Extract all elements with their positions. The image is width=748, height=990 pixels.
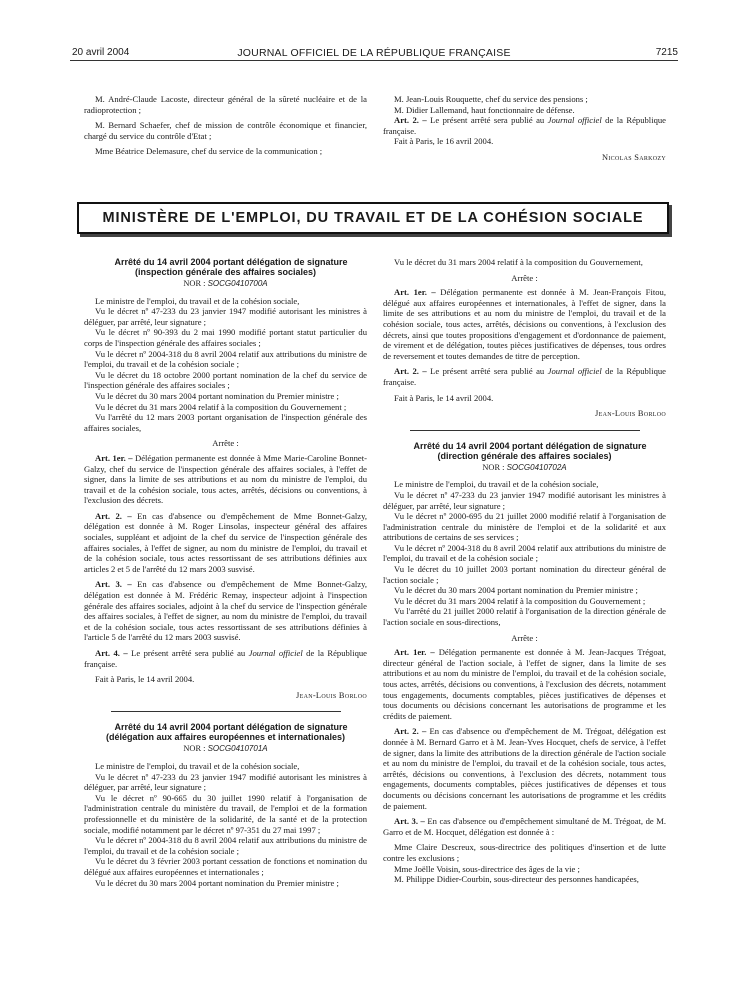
article-label: Art. 2. – <box>394 726 427 737</box>
issue-date: 20 avril 2004 <box>72 47 130 58</box>
article-2: Art. 2. – En cas d'absence ou d'empêchement de M. Trégoat, délégation est donnée à M. Bernard Garro et à M. Jean-Yves Hocquet, chefs de service, à l'effet de signer, dans la limite des attributions de la direction générale de l'action sociale et au nom du ministre de l'emploi, du travail et de la cohésion sociale, tous actes, arrêtés, décisions ou conventions, à l'exclusion des décrets, notamment tous engagements, documents comptables, pièces justificatives de dépenses et tous documents ou décisions concernant les autorisations de programme et les crédits de paiement. <box>383 726 666 811</box>
visa: Le ministre de l'emploi, du travail et de la cohésion sociale, <box>95 760 300 771</box>
article-label: Art. 3. – <box>95 579 132 590</box>
continuation-right <box>383 94 666 164</box>
article-label: Art. 1er. – <box>394 647 435 658</box>
appointee-line: M. André-Claude Lacoste, directeur général de la sûreté nucléaire et de la radioprotection ; <box>84 94 367 115</box>
arrete-igas <box>84 257 367 701</box>
visa: Vu le décret nº 47-233 du 23 janvier 1947 modifié autorisant les ministres à déléguer, par arrêté, leur signature ; <box>383 489 666 511</box>
signature: Jean-Louis Borloo <box>296 690 367 700</box>
article-2: Art. 2. – Le présent arrêté sera publié au Journal officiel de la République française. <box>383 115 666 136</box>
journal-title: JOURNAL OFFICIEL DE LA RÉPUBLIQUE FRANÇAISE <box>237 47 511 59</box>
arrete-daei <box>84 722 367 888</box>
arrete-title: Arrêté du 14 avril 2004 portant délégation de signature (inspection générale des affaires sociales) <box>114 257 348 277</box>
nor-code: SOCG0410702A <box>506 462 567 472</box>
article-label: Art. 2. – <box>394 115 427 126</box>
nor-reference: NOR : SOCG0410700A <box>183 279 268 288</box>
visa: Vu le décret nº 2004-318 du 8 avril 2004 relatif aux attributions du ministre de l'emploi, du travail et de la cohésion sociale ; <box>84 835 367 856</box>
done-at: Fait à Paris, le 14 avril 2004. <box>95 674 195 685</box>
arrete-dgas <box>383 441 666 885</box>
visa: Vu le décret nº 90-393 du 2 mai 1990 modifié portant statut particulier du corps de l'inspection générale des affaires sociales ; <box>84 327 367 348</box>
left-column <box>84 257 367 888</box>
done-at: Fait à Paris, le 14 avril 2004. <box>394 392 494 403</box>
nor-reference: NOR : SOCG0410702A <box>482 462 567 472</box>
journal-officiel-ref: Journal officiel <box>248 648 303 658</box>
visa: Vu le décret du 31 mars 2004 relatif à la composition du Gouvernement ; <box>394 595 646 606</box>
article-3: Art. 3. – En cas d'absence ou d'empêchement de Mme Bonnet-Galzy, délégation est donnée à M. Frédéric Remay, inspecteur adjoint à l'inspection générale des affaires sociales, adjoint à la chef du service de l'inspection générale des affaires sociales, à l'effet de signer, au nom du ministre de l'emploi, du travail et de la cohésion sociale, tous actes ressortissant de ses attributions définies à l'article 5 de l'arrêté du 12 mars 2003 susvisé. <box>84 579 367 643</box>
visa: Vu le décret du 30 mars 2004 portant nomination du Premier ministre ; <box>95 390 339 401</box>
continuation-left <box>84 94 367 157</box>
article-label: Art. 2. – <box>95 510 132 521</box>
visa: Vu le décret du 30 mars 2004 portant nomination du Premier ministre ; <box>394 585 638 596</box>
appointee-line: M. Bernard Schaefer, chef de mission de contrôle économique et financier, chargé du service du contrôle d'Etat ; <box>84 120 367 141</box>
visa: Le ministre de l'emploi, du travail et de la cohésion sociale, <box>95 295 300 306</box>
arrete-word: Arrête : <box>212 438 239 449</box>
visa: Le ministre de l'emploi, du travail et de la cohésion sociale, <box>394 479 599 490</box>
page-number: 7215 <box>655 47 678 58</box>
signature: Nicolas Sarkozy <box>602 152 666 162</box>
visa: Vu le décret nº 2000-695 du 21 juillet 2000 modifié relatif à l'organisation de l'administration centrale du ministère de l'emploi et de la solidarité et aux attributions de certains de ses services ; <box>383 511 666 543</box>
article-label: Art. 4. – <box>95 648 128 658</box>
visa: Vu le décret du 30 mars 2004 portant nomination du Premier ministre ; <box>95 877 339 888</box>
arrete-title: Arrêté du 14 avril 2004 portant délégation de signature (délégation aux affaires européennes et internationales) <box>105 722 348 743</box>
arrete-word: Arrête : <box>511 272 538 283</box>
visa: Vu l'arrêté du 21 juillet 2000 relatif à l'organisation de la direction générale de l'action sociale en sous-directions, <box>383 606 666 628</box>
article-2: Art. 2. – En cas d'absence ou d'empêchement de Mme Bonnet-Galzy, délégation est donnée à M. Roger Linsolas, inspecteur général des affaires sociales, suppléant et adjoint de la chef du service de l'inspection générale des affaires sociales, à l'effet de signer, au nom du ministre de l'emploi, du travail et de la cohésion sociale, tous actes ressortissant de ses attributions définies aux articles 2 et 5 de l'arrêté du 12 mars 2003 susvisé. <box>84 510 367 574</box>
arrete-daei-continued <box>383 257 666 420</box>
article-4: Art. 4. – Le présent arrêté sera publié au Journal officiel de la République française. <box>84 648 367 669</box>
article-2: Art. 2. – Le présent arrêté sera publié au Journal officiel de la République française. <box>383 366 666 387</box>
nor-reference: NOR : SOCG0410701A <box>183 744 268 754</box>
visa: Vu le décret du 3 février 2003 portant cessation de fonctions et nomination du délégué aux affaires européennes et internationales ; <box>84 856 367 877</box>
header-rule <box>70 60 678 61</box>
done-at: Fait à Paris, le 16 avril 2004. <box>394 136 494 147</box>
nor-code: SOCG0410700A <box>207 279 268 288</box>
article-1: Art. 1er. – Délégation permanente est donnée à M. Jean-Jacques Trégoat, directeur général de l'action sociale, à l'effet de signer, dans la limite de ses attributions et au nom du ministre de l'emploi, du travail et de la cohésion sociale, tous actes, arrêtés, décisions ou conventions, à l'exclusion des décrets, notamment tous engagements, documents comptables, pièces justificatives de dépenses et tous documents ou décisions concernant les autorisations de programme et les crédits de paiement. <box>383 647 666 721</box>
visa: Vu le décret nº 47-233 du 23 janvier 1947 modifié autorisant les ministres à déléguer, par arrêté, leur signature ; <box>84 306 367 327</box>
visa: Vu le décret nº 47-233 du 23 janvier 1947 modifié autorisant les ministres à déléguer, par arrêté, leur signature ; <box>84 771 367 793</box>
appointee-line: M. Didier Lallemand, haut fonctionnaire de défense. <box>394 104 575 115</box>
section-rule <box>410 430 640 431</box>
article-1: Art. 1er. – Délégation permanente est donnée à M. Jean-François Fitou, délégué aux affaires européennes et internationales, à l'effet de signer, dans la limite de ses attributions et au nom du ministre de l'emploi, du travail et de la cohésion sociale, tous actes, arrêtés, décisions ou conventions, à l'exclusion des décrets, ainsi que toutes propositions d'engagement et d'ordonnance de paiement, de virement et de délégation, toutes pièces justificatives de dépenses, tous ordres de reversement et toutes demandes de titre de perception. <box>383 287 666 361</box>
article-1: Art. 1er. – Délégation permanente est donnée à Mme Marie-Caroline Bonnet-Galzy, chef du service de l'inspection générale des affaires sociales, à l'effet de signer, dans la limite de ses attributions et au nom du ministre de l'emploi, du travail et de la cohésion sociale, tous actes, arrêtés, décisions ou conventions, à l'exclusion des décrets. <box>84 452 367 506</box>
appointee-line: M. Jean-Louis Rouquette, chef du service des pensions ; <box>394 94 588 104</box>
arrete-word: Arrête : <box>511 632 538 643</box>
delegate-line: M. Philippe Didier-Courbin, sous-directeur des personnes handicapées, <box>394 874 639 885</box>
article-3: Art. 3. – En cas d'absence ou d'empêchement simultané de M. Trégoat, de M. Garro et de M. Hocquet, délégation est donnée à : <box>383 816 666 837</box>
visa: Vu l'arrêté du 12 mars 2003 portant organisation de l'inspection générale des affaires sociales, <box>84 412 367 433</box>
arrete-title: Arrêté du 14 avril 2004 portant délégation de signature (direction générale des affaires sociales) <box>413 440 647 461</box>
article-label: Art. 1er. – <box>394 287 436 298</box>
delegate-line: Mme Joëlle Voisin, sous-directrice des âges de la vie ; <box>394 863 580 874</box>
article-label: Art. 1er. – <box>95 452 133 463</box>
right-column <box>383 257 666 885</box>
section-rule <box>111 711 341 712</box>
delegate-line: Mme Claire Descreux, sous-directrice des politiques d'insertion et de lutte contre les exclusions ; <box>383 842 666 863</box>
visa: Vu le décret du 31 mars 2004 relatif à la composition du Gouvernement ; <box>95 401 347 412</box>
visa: Vu le décret nº 2004-318 du 8 avril 2004 relatif aux attributions du ministre de l'emploi, du travail et de la cohésion sociale ; <box>383 542 666 564</box>
visa: Vu le décret nº 90-665 du 30 juillet 1990 relatif à l'organisation de l'administration centrale du ministère du travail, de l'emploi et de la formation professionnelle et du ministère de la solidarité, de la santé et de la protection sociale, modifié notamment par le décret nº 97-351 du 27 mai 1997 ; <box>84 792 367 835</box>
article-label: Art. 2. – <box>394 366 427 377</box>
ministry-banner: MINISTÈRE DE L'EMPLOI, DU TRAVAIL ET DE LA COHÉSION SOCIALE <box>77 202 669 234</box>
nor-code: SOCG0410701A <box>207 744 268 754</box>
article-label: Art. 3. – <box>394 816 425 827</box>
journal-officiel-ref: Journal officiel <box>547 366 602 377</box>
visa: Vu le décret du 18 octobre 2000 portant nomination de la chef du service de l'inspection générale des affaires sociales ; <box>84 369 367 391</box>
visa: Vu le décret nº 2004-318 du 8 avril 2004 relatif aux attributions du ministre de l'emploi, du travail et de la cohésion sociale ; <box>84 348 367 370</box>
journal-officiel-ref: Journal officiel <box>547 115 602 126</box>
signature: Jean-Louis Borloo <box>595 409 666 419</box>
appointee-line: Mme Béatrice Delemasure, chef du service de la communication ; <box>95 146 323 157</box>
visa: Vu le décret du 10 juillet 2003 portant nomination du directeur général de l'action sociale ; <box>383 564 666 585</box>
visa: Vu le décret du 31 mars 2004 relatif à la composition du Gouvernement, <box>394 257 643 267</box>
